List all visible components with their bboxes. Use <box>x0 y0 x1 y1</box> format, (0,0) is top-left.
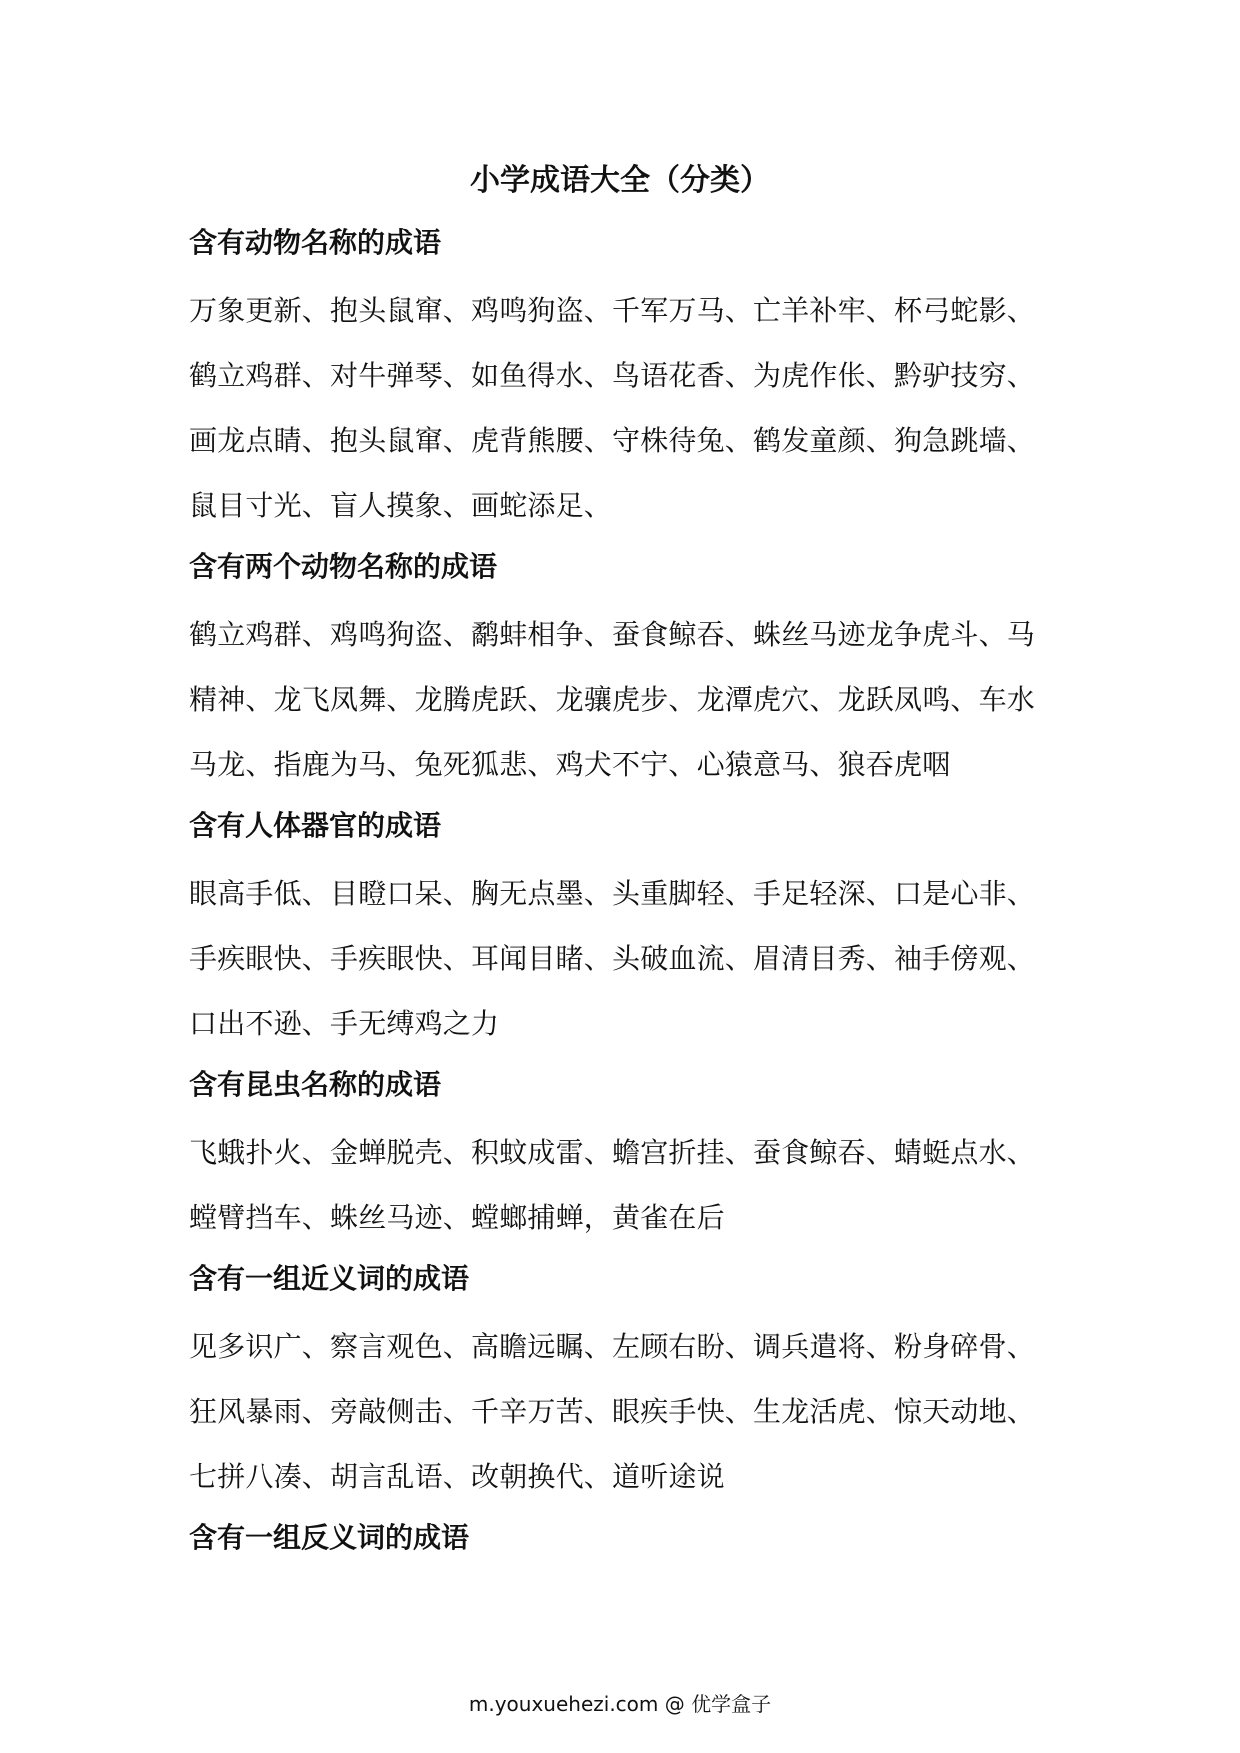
section-antonyms <box>189 1517 1069 1559</box>
section-two-animal-names <box>189 546 1069 797</box>
idiom-list <box>189 602 1069 797</box>
section-heading: 含有人体器官的成语 <box>189 809 442 842</box>
section-body-parts <box>189 805 1069 1056</box>
section-insect-names <box>189 1064 1069 1250</box>
idiom-line: 狂风暴雨、旁敲侧击、千辛万苦、眼疾手快、生龙活虎、惊天动地、 <box>189 1395 1036 1428</box>
idiom-list <box>189 278 1069 538</box>
idiom-line: 飞蛾扑火、金蝉脱壳、积蚊成雷、蟾宫折挂、蚕食鲸吞、蜻蜓点水、 <box>189 1136 1036 1169</box>
idiom-line: 画龙点睛、抱头鼠窜、虎背熊腰、守株待兔、鹤发童颜、狗急跳墙、 <box>189 424 1036 457</box>
idiom-line: 鹤立鸡群、对牛弹琴、如鱼得水、鸟语花香、为虎作伥、黔驴技穷、 <box>189 359 1036 392</box>
idiom-line: 螳臂挡车、蛛丝马迹、螳螂捕蝉，黄雀在后 <box>189 1201 725 1234</box>
idiom-line: 口出不逊、手无缚鸡之力 <box>189 1007 500 1040</box>
section-heading: 含有两个动物名称的成语 <box>189 550 498 583</box>
footer-watermark: m.youxuehezi.com @ 优学盒子 <box>468 1692 772 1716</box>
section-heading: 含有一组近义词的成语 <box>189 1262 470 1295</box>
idiom-line: 七拼八凑、胡言乱语、改朝换代、道听途说 <box>189 1460 725 1493</box>
section-heading: 含有昆虫名称的成语 <box>189 1068 442 1101</box>
idiom-line: 手疾眼快、手疾眼快、耳闻目睹、头破血流、眉清目秀、袖手傍观、 <box>189 942 1036 975</box>
idiom-list <box>189 1120 1069 1250</box>
section-heading: 含有一组反义词的成语 <box>189 1521 470 1554</box>
idiom-line: 鹤立鸡群、鸡鸣狗盗、鹬蚌相争、蚕食鲸吞、蛛丝马迹龙争虎斗、马 <box>189 618 1036 651</box>
idiom-line: 万象更新、抱头鼠窜、鸡鸣狗盗、千军万马、亡羊补牢、杯弓蛇影、 <box>189 294 1036 327</box>
idiom-list <box>189 1314 1069 1509</box>
idiom-line: 鼠目寸光、盲人摸象、画蛇添足、 <box>189 489 613 522</box>
document-body <box>189 222 1069 1583</box>
page-title: 小学成语大全（分类） <box>470 163 770 198</box>
idiom-line: 精神、龙飞凤舞、龙腾虎跃、龙骧虎步、龙潭虎穴、龙跃凤鸣、车水 <box>189 683 1036 716</box>
idiom-line: 马龙、指鹿为马、兔死狐悲、鸡犬不宁、心猿意马、狼吞虎咽 <box>189 748 951 781</box>
idiom-line: 眼高手低、目瞪口呆、胸无点墨、头重脚轻、手足轻深、口是心非、 <box>189 877 1036 910</box>
section-synonyms <box>189 1258 1069 1509</box>
idiom-line: 见多识广、察言观色、高瞻远瞩、左顾右盼、调兵遣将、粉身碎骨、 <box>189 1330 1036 1363</box>
section-animal-names <box>189 222 1069 538</box>
idiom-list <box>189 861 1069 1056</box>
section-heading: 含有动物名称的成语 <box>189 226 442 259</box>
